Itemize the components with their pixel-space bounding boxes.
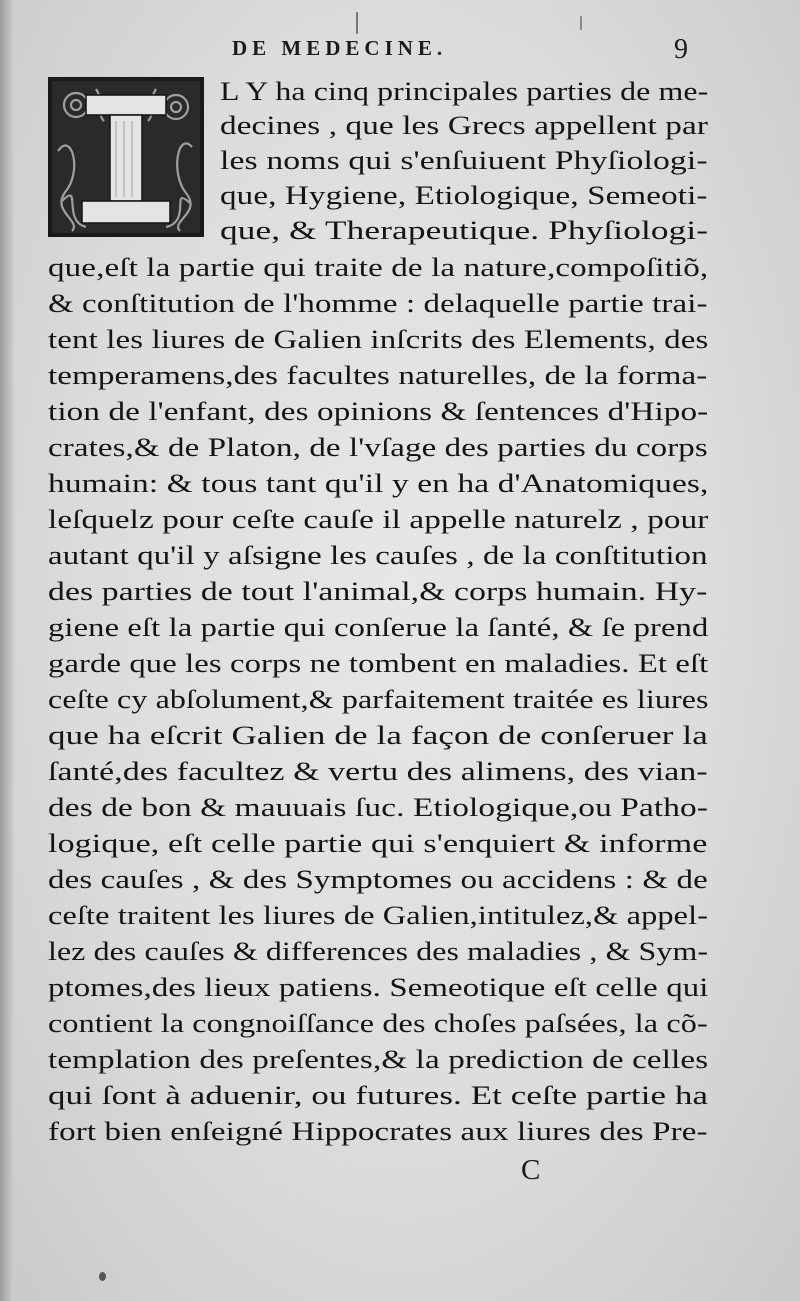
text-line: les noms qui s'enſuiuent Phyſiologi-: [220, 145, 708, 175]
text-line: autant qu'il y aſsigne les cauſes , de la conſtitution: [48, 540, 708, 570]
text-line: qui ſont à aduenir, ou futures. Et ceſte partie ha: [48, 1080, 709, 1110]
text-line: giene eſt la partie qui conſerue la ſanté, & ſe prend: [48, 612, 709, 642]
ink-speck: [580, 16, 582, 30]
ink-speck: [99, 1272, 106, 1281]
text-line: temperamens,des facultes naturelles, de la forma-: [48, 360, 708, 390]
text-line: contient la congnoiſſance des choſes paſsées, la cõ-: [48, 1008, 708, 1038]
text-line: ceſte cy abſolument,& parfaitement traitée es liures: [48, 684, 709, 714]
text-line: L Y ha cinq principales parties de me-: [220, 76, 709, 106]
text-line: ſanté,des facultez & vertu des alimens, des vian-: [48, 756, 708, 786]
text-line: ceſte traitent les liures de Galien,intitulez,& appel-: [48, 900, 709, 930]
text-line: humain: & tous tant qu'il y en ha d'Anatomiques,: [48, 468, 709, 498]
text-line: tion de l'enfant, des opinions & ſentences d'Hipo-: [48, 396, 709, 426]
text-line: leſquelz pour ceſte cauſe il appelle naturelz , pour: [48, 504, 709, 534]
text-line: des parties de tout l'animal,& corps humain. Hy-: [48, 576, 708, 606]
text-line: que ha eſcrit Galien de la façon de conſeruer la: [48, 720, 708, 750]
text-line: & conſtitution de l'homme : delaquelle partie trai-: [48, 288, 708, 318]
text-line: garde que les corps ne tombent en maladies. Et eſt: [48, 648, 709, 678]
text-line: lez des cauſes & differences des maladies , & Sym-: [48, 936, 709, 966]
decorated-initial-icon: [52, 81, 200, 233]
text-line: decines , que les Grecs appellent par: [220, 110, 709, 140]
ink-speck: [356, 12, 358, 34]
page-number: 9: [674, 34, 688, 65]
text-line: des de bon & mauuais ſuc. Etiologique,ou Patho-: [48, 792, 709, 822]
running-head: DE MEDECINE.: [232, 36, 448, 60]
text-line: tent les liures de Galien inſcrits des Elements, des: [48, 324, 709, 354]
text-line: fort bien enſeigné Hippocrates aux liures des Pre-: [48, 1116, 708, 1146]
page-binding-edge: [0, 0, 14, 1301]
text-line: que, & Therapeutique. Phyſiologi-: [220, 215, 709, 245]
signature-mark: C: [521, 1154, 541, 1186]
text-line: logique, eſt celle partie qui s'enquiert & informe: [48, 828, 708, 858]
decorated-initial: [48, 77, 204, 237]
text-line: templation des preſentes,& la prediction de celles: [48, 1044, 709, 1074]
text-line: que, Hygiene, Etiologique, Semeoti-: [220, 180, 708, 210]
text-line: ptomes,des lieux patiens. Semeotique eſt celle qui: [48, 972, 709, 1002]
text-line: crates,& de Platon, de l'vſage des parties du corps: [48, 432, 708, 462]
text-line: des cauſes , & des Symptomes ou accidens : & de: [48, 864, 708, 894]
text-line: que,eſt la partie qui traite de la nature,compoſitiõ,: [48, 252, 709, 282]
